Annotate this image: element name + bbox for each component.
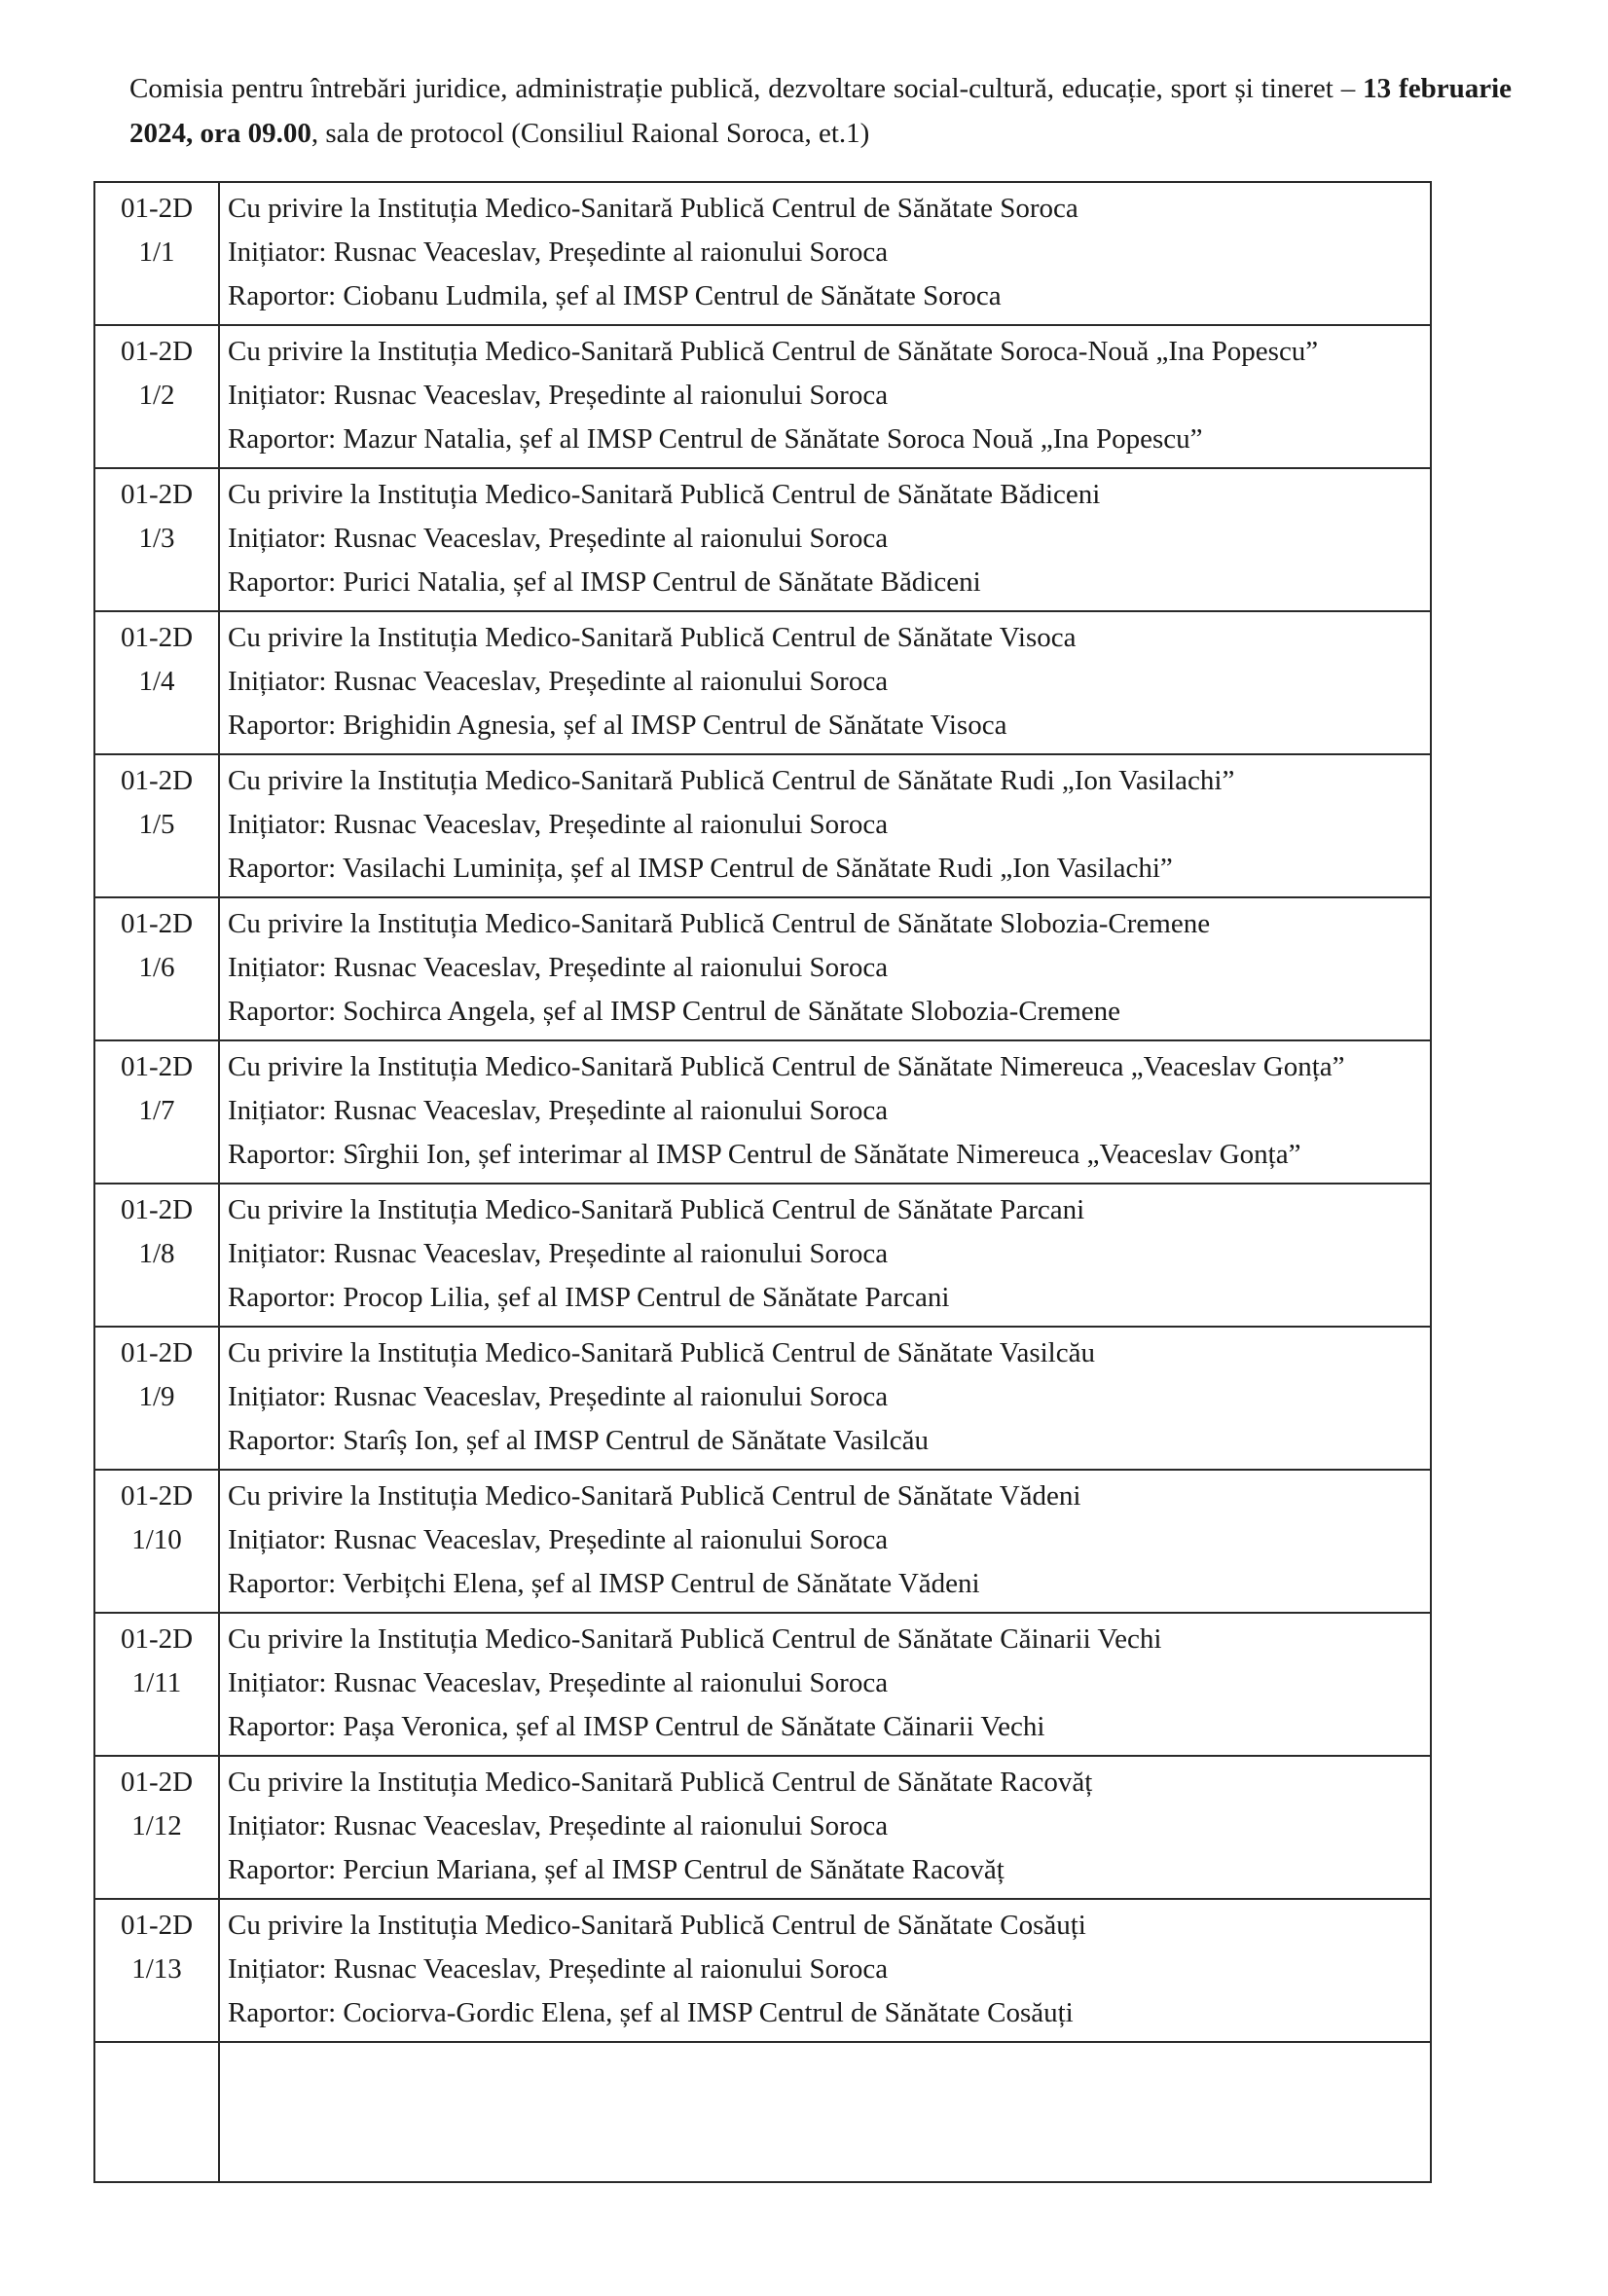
agenda-subject: Cu privire la Instituția Medico-Sanitară Publică Centrul de Sănătate Visoca [228,622,1077,653]
agenda-number: 1/6 [138,952,175,983]
agenda-raportor: Raportor: Purici Natalia, șef al IMSP Centrul de Sănătate Bădiceni [228,566,981,598]
agenda-code-cell [94,897,219,1040]
agenda-initiator: Inițiator: Rusnac Veaceslav, Președinte al raionului Soroca [228,1381,889,1412]
empty-row [94,2042,1431,2182]
agenda-raportor: Raportor: Ciobanu Ludmila, șef al IMSP Centrul de Sănătate Soroca [228,280,1002,311]
empty-body-cell [219,2042,1431,2182]
agenda-raportor: Raportor: Procop Lilia, șef al IMSP Centrul de Sănătate Parcani [228,1282,950,1313]
meeting-date-time: 13 februarie 2024, ora 09.00 [129,73,1513,149]
agenda-raportor: Raportor: Vasilachi Luminița, șef al IMSP Centrul de Sănătate Rudi „Ion Vasilachi” [228,853,1173,884]
agenda-raportor: Raportor: Cociorva-Gordic Elena, șef al IMSP Centrul de Sănătate Cosăuți [228,1997,1074,2028]
agenda-subject: Cu privire la Instituția Medico-Sanitară Publică Centrul de Sănătate Rudi „Ion Vasilachi” [228,765,1235,796]
agenda-code: 01-2D [120,336,194,367]
agenda-code: 01-2D [120,622,194,653]
agenda-code-cell [94,1040,219,1184]
agenda-code: 01-2D [120,479,194,510]
agenda-body-cell [219,1899,1431,2042]
agenda-number: 1/7 [138,1095,175,1126]
agenda-code-cell [94,1613,219,1756]
agenda-initiator: Inițiator: Rusnac Veaceslav, Președinte al raionului Soroca [228,1667,889,1698]
agenda-body-cell [219,325,1431,468]
agenda-initiator: Inițiator: Rusnac Veaceslav, Președinte al raionului Soroca [228,523,889,554]
agenda-number: 1/13 [131,1953,182,1985]
agenda-code-cell [94,1184,219,1327]
agenda-initiator: Inițiator: Rusnac Veaceslav, Președinte al raionului Soroca [228,1095,889,1126]
agenda-code: 01-2D [120,765,194,796]
agenda-code-cell [94,182,219,325]
agenda-row [94,897,1431,1040]
agenda-initiator: Inițiator: Rusnac Veaceslav, Președinte al raionului Soroca [228,1953,889,1985]
agenda-number: 1/4 [138,666,175,697]
header-text: Comisia pentru întrebări juridice, administrație publică, dezvoltare social-cultură, educație, sport și tineret – [129,73,1364,104]
agenda-number: 1/11 [131,1667,182,1698]
agenda-subject: Cu privire la Instituția Medico-Sanitară Publică Centrul de Sănătate Vădeni [228,1480,1081,1512]
agenda-number: 1/1 [138,237,175,268]
agenda-subject: Cu privire la Instituția Medico-Sanitară Publică Centrul de Sănătate Căinarii Vechi [228,1623,1162,1655]
agenda-initiator: Inițiator: Rusnac Veaceslav, Președinte al raionului Soroca [228,237,889,268]
agenda-code-cell [94,1756,219,1899]
agenda-body-cell [219,1470,1431,1613]
agenda-row [94,1040,1431,1184]
agenda-code: 01-2D [120,1337,194,1368]
agenda-subject: Cu privire la Instituția Medico-Sanitară Publică Centrul de Sănătate Slobozia-Cremene [228,908,1211,939]
agenda-code: 01-2D [120,908,194,939]
agenda-subject: Cu privire la Instituția Medico-Sanitară Publică Centrul de Sănătate Cosăuți [228,1910,1086,1941]
agenda-subject: Cu privire la Instituția Medico-Sanitară Publică Centrul de Sănătate Vasilcău [228,1337,1095,1368]
agenda-row [94,468,1431,611]
agenda-code: 01-2D [120,1623,194,1655]
agenda-number: 1/3 [138,523,175,554]
agenda-initiator: Inițiator: Rusnac Veaceslav, Președinte al raionului Soroca [228,952,889,983]
agenda-row [94,754,1431,897]
agenda-row [94,182,1431,325]
agenda-body-cell [219,1184,1431,1327]
agenda-subject: Cu privire la Instituția Medico-Sanitară Publică Centrul de Sănătate Soroca-Nouă „Ina Popescu” [228,336,1319,367]
agenda-row [94,325,1431,468]
agenda-subject: Cu privire la Instituția Medico-Sanitară Publică Centrul de Sănătate Parcani [228,1194,1085,1225]
agenda-table-body [94,182,1431,2182]
agenda-code: 01-2D [120,193,194,224]
agenda-subject: Cu privire la Instituția Medico-Sanitară Publică Centrul de Sănătate Nimereuca „Veaceslav Gonța” [228,1051,1345,1082]
agenda-initiator: Inițiator: Rusnac Veaceslav, Președinte al raionului Soroca [228,380,889,411]
agenda-code-cell [94,1327,219,1470]
agenda-body-cell [219,468,1431,611]
agenda-raportor: Raportor: Sîrghii Ion, șef interimar al IMSP Centrul de Sănătate Nimereuca „Veaceslav Gonța” [228,1139,1301,1170]
agenda-row [94,1470,1431,1613]
agenda-body-cell [219,1040,1431,1184]
agenda-number: 1/9 [138,1381,175,1412]
agenda-body-cell [219,1327,1431,1470]
agenda-initiator: Inițiator: Rusnac Veaceslav, Președinte al raionului Soroca [228,666,889,697]
agenda-number: 1/2 [138,380,175,411]
agenda-table [93,181,1432,2183]
agenda-subject: Cu privire la Instituția Medico-Sanitară Publică Centrul de Sănătate Bădiceni [228,479,1101,510]
header-location: , sala de protocol (Consiliul Raional Soroca, et.1) [311,118,870,149]
agenda-initiator: Inițiator: Rusnac Veaceslav, Președinte al raionului Soroca [228,1810,889,1841]
agenda-code-cell [94,325,219,468]
agenda-code-cell [94,1899,219,2042]
agenda-body-cell [219,611,1431,754]
agenda-code-cell [94,1470,219,1613]
agenda-body-cell [219,182,1431,325]
agenda-raportor: Raportor: Starîș Ion, șef al IMSP Centrul de Sănătate Vasilcău [228,1425,930,1456]
agenda-body-cell [219,897,1431,1040]
agenda-row [94,1184,1431,1327]
agenda-row [94,611,1431,754]
agenda-raportor: Raportor: Pașa Veronica, șef al IMSP Centrul de Sănătate Căinarii Vechi [228,1711,1045,1742]
agenda-code: 01-2D [120,1480,194,1512]
agenda-code-cell [94,611,219,754]
empty-code-cell [94,2042,219,2182]
agenda-code: 01-2D [120,1051,194,1082]
agenda-body-cell [219,1613,1431,1756]
agenda-subject: Cu privire la Instituția Medico-Sanitară Publică Centrul de Sănătate Racovăț [228,1767,1093,1798]
agenda-row [94,1613,1431,1756]
agenda-code: 01-2D [120,1194,194,1225]
agenda-row [94,1756,1431,1899]
commission-header [129,66,1512,156]
agenda-body-cell [219,1756,1431,1899]
agenda-code: 01-2D [120,1910,194,1941]
agenda-raportor: Raportor: Mazur Natalia, șef al IMSP Centrul de Sănătate Soroca Nouă „Ina Popescu” [228,423,1203,455]
agenda-raportor: Raportor: Perciun Mariana, șef al IMSP Centrul de Sănătate Racovăț [228,1854,1005,1885]
agenda-code-cell [94,468,219,611]
agenda-raportor: Raportor: Sochirca Angela, șef al IMSP Centrul de Sănătate Slobozia-Cremene [228,996,1121,1027]
agenda-number: 1/12 [131,1810,182,1841]
agenda-body-cell [219,754,1431,897]
agenda-number: 1/5 [138,809,175,840]
agenda-number: 1/10 [131,1524,182,1555]
agenda-row [94,1899,1431,2042]
agenda-raportor: Raportor: Brighidin Agnesia, șef al IMSP Centrul de Sănătate Visoca [228,710,1007,741]
agenda-subject: Cu privire la Instituția Medico-Sanitară Publică Centrul de Sănătate Soroca [228,193,1078,224]
agenda-initiator: Inițiator: Rusnac Veaceslav, Președinte al raionului Soroca [228,1524,889,1555]
agenda-code: 01-2D [120,1767,194,1798]
agenda-row [94,1327,1431,1470]
agenda-initiator: Inițiator: Rusnac Veaceslav, Președinte al raionului Soroca [228,1238,889,1269]
agenda-number: 1/8 [138,1238,175,1269]
agenda-code-cell [94,754,219,897]
agenda-initiator: Inițiator: Rusnac Veaceslav, Președinte al raionului Soroca [228,809,889,840]
agenda-raportor: Raportor: Verbițchi Elena, șef al IMSP Centrul de Sănătate Vădeni [228,1568,980,1599]
